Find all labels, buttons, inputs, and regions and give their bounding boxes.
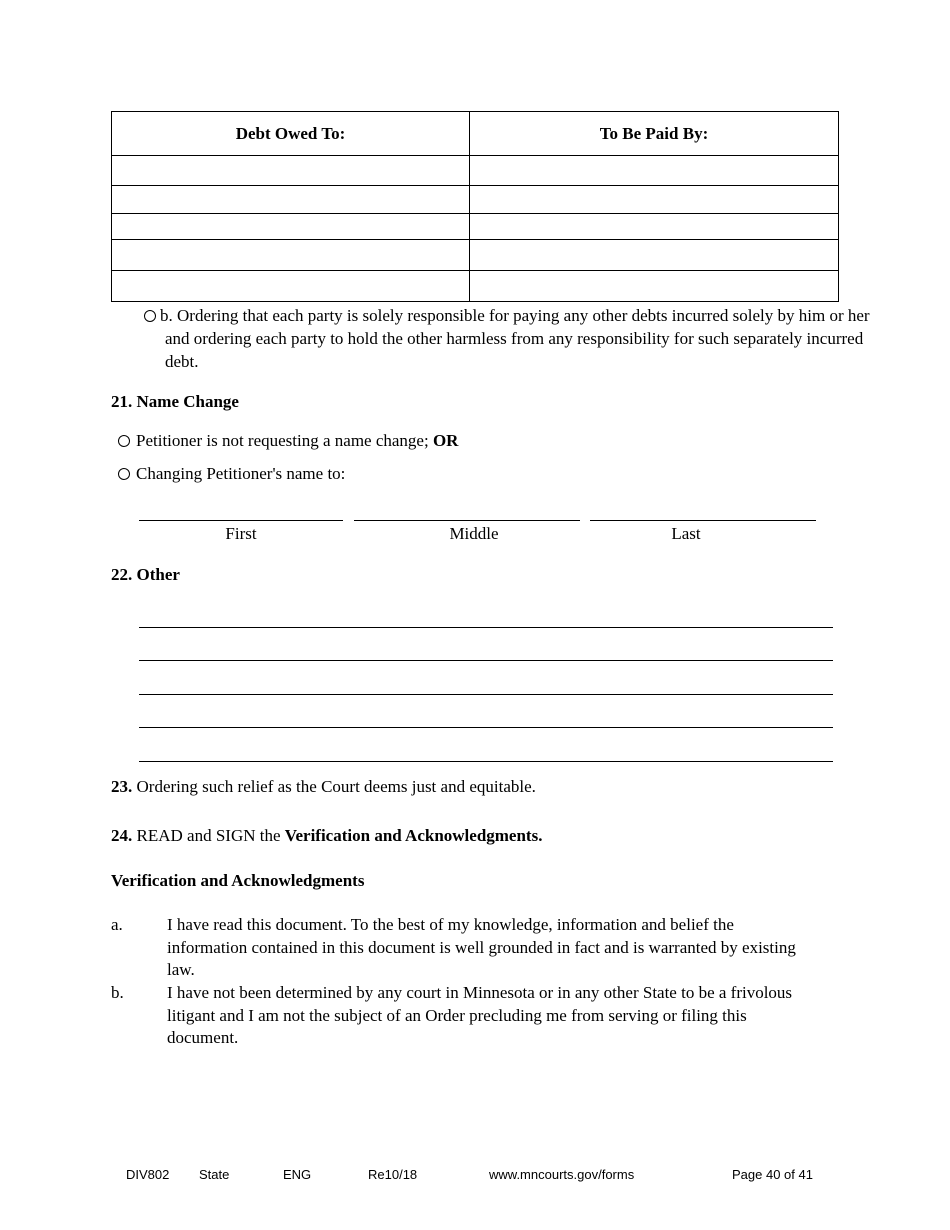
debt-owed-to-cell[interactable]: [112, 271, 470, 302]
other-line-2[interactable]: [139, 660, 833, 661]
change-name-option: [118, 464, 345, 484]
to-be-paid-by-header: To Be Paid By:: [470, 112, 839, 156]
last-name-label: Last: [671, 524, 701, 543]
debt-owed-to-cell[interactable]: [112, 156, 470, 186]
section-22-title: Other: [136, 565, 180, 584]
section-23-number: 23.: [111, 777, 133, 796]
other-line-5[interactable]: [139, 761, 833, 762]
section-23: [111, 777, 536, 797]
section-21-title: Name Change: [136, 392, 239, 411]
change-name-radio[interactable]: [118, 468, 130, 480]
footer-page-number: Page 40 of 41: [732, 1167, 813, 1182]
middle-name-label: Middle: [449, 524, 499, 543]
section-22-heading: [111, 565, 180, 585]
verification-item-a-text: I have read this document. To the best of my knowledge, information and belief the information contained in this document is well grounded in fact and is warranted by existing law.: [167, 915, 796, 979]
debt-owed-to-header: Debt Owed To:: [112, 112, 470, 156]
other-line-4[interactable]: [139, 727, 833, 728]
debt-owed-to-cell[interactable]: [112, 240, 470, 271]
no-name-change-radio[interactable]: [118, 435, 130, 447]
section-24-bold-text: Verification and Acknowledgments.: [284, 826, 543, 845]
footer-language: ENG: [283, 1167, 312, 1182]
section-24: [111, 826, 542, 846]
to-be-paid-by-cell[interactable]: [470, 186, 839, 214]
debt-owed-to-cell[interactable]: [112, 214, 470, 240]
section-22-number: 22.: [111, 565, 133, 584]
verification-item-b: [111, 982, 831, 1050]
section-24-text: READ and SIGN the: [136, 826, 281, 845]
other-line-3[interactable]: [139, 694, 833, 695]
change-name-text: Changing Petitioner's name to:: [136, 464, 346, 483]
footer-revision: Re10/18: [368, 1167, 418, 1182]
debt-owed-to-cell[interactable]: [112, 186, 470, 214]
verification-item-b-label: b.: [111, 983, 124, 1002]
debt-table: [111, 111, 839, 302]
footer-jurisdiction: State: [199, 1167, 230, 1182]
table-row: [112, 240, 839, 271]
to-be-paid-by-cell[interactable]: [470, 271, 839, 302]
verification-item-a-label: a.: [111, 915, 123, 934]
no-name-change-option: [118, 431, 458, 451]
table-row: [112, 271, 839, 302]
no-name-change-text: Petitioner is not requesting a name change;: [136, 431, 429, 450]
item-b-text: b. Ordering that each party is solely responsible for paying any other debts incurred solely by him or her and ordering each party to hold the other harmless from any responsibility for such separately incurred debt.: [160, 306, 870, 371]
section-21-heading: [111, 392, 239, 412]
section-23-text: Ordering such relief as the Court deems just and equitable.: [136, 777, 536, 796]
first-name-line[interactable]: [139, 520, 343, 521]
item-b-option: [118, 304, 890, 373]
to-be-paid-by-cell[interactable]: [470, 240, 839, 271]
table-row: [112, 214, 839, 240]
to-be-paid-by-cell[interactable]: [470, 156, 839, 186]
footer-form-id: DIV802: [126, 1167, 170, 1182]
verification-heading: Verification and Acknowledgments: [111, 871, 365, 890]
last-name-line[interactable]: [590, 520, 816, 521]
first-name-label: First: [225, 524, 257, 543]
verification-item-a: [111, 914, 831, 982]
verification-item-b-text: I have not been determined by any court in Minnesota or in any other State to be a frivolous litigant and I am not the subject of an Order precluding me from serving or filing this document.: [167, 983, 793, 1047]
section-21-number: 21.: [111, 392, 133, 411]
footer-website[interactable]: www.mncourts.gov/forms: [489, 1167, 635, 1182]
section-24-number: 24.: [111, 826, 133, 845]
item-b-radio[interactable]: [144, 310, 156, 322]
table-row: [112, 186, 839, 214]
to-be-paid-by-cell[interactable]: [470, 214, 839, 240]
table-row: [112, 156, 839, 186]
other-line-1[interactable]: [139, 627, 833, 628]
middle-name-line[interactable]: [354, 520, 580, 521]
debt-table-header: [112, 112, 839, 156]
or-text: OR: [432, 431, 459, 450]
